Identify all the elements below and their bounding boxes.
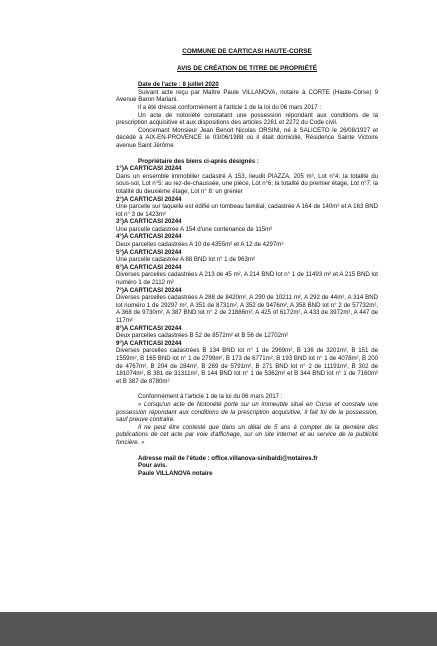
lot-text: Dans un ensemble immobilier cadastré A 153, lieudit PIAZZA, 205 m², Lot n°4: la totalité du sous-sol, Lot n°5: au rez-de-chaussée, une pièce, Lot n°6: la totalité du premier étage, Lot n°7: la totalité du deuxième étage, Lot n° 8: un grenier — [116, 172, 378, 195]
lot-heading: 2°)A CARTICASI 20244 — [116, 195, 182, 203]
concernant-paragraph: Concernant Monsieur Jean Benoit Nicolas ORSINI, né à SALICETO le 26/08/1927 et décédé à AIX-EN-PROVENCE le 03/06/1988 où il était domicilié, Résidence Sainte Victoire avenue Saint Jérôme — [116, 126, 378, 149]
date-line: Date de l'acte : 8 juillet 2020 — [138, 81, 219, 89]
adresse-mail-line: Adresse mail de l'étude : office.villanova-sinibaldi@notaires.fr — [138, 454, 318, 462]
lot-text: Diverses parcelles cadastrées A 213 de 45 m², A 214 BND lot n° 1 de 11493 m² et A 215 BND lot numéro 1 de 2112 m² — [116, 271, 378, 287]
proprietaire-heading: Propriétaire des biens ci-après désignés : — [138, 157, 259, 165]
lot-text: Diverses parcelles cadastrées A 288 de 8420m², A 290 de 10211 m², A 292 de 44m², A 314 BND lot numéro 1 de 29297 m², A 351 de 8731m², A 352 de 9476m², A 358 BND lot n° 2 de 57732m², A 368 de 9730m², A 387 BND lot n° 2 de 21886m², A 425 of 6172m², A 433 de 3972m², A 447 de 117m² — [116, 294, 378, 324]
signature: Paule VILLANOVA notaire — [138, 469, 213, 477]
lot-heading: 7°)A CARTICASI 20244 — [116, 286, 182, 294]
lots-list — [116, 165, 378, 385]
quote-paragraph-1: « Lorsqu'un acte de Notoriété porte sur un immeuble situé en Corse et constate une possession répondant aux conditions de la prescription acquisitive, il fait foi de la possession, sauf preuve contraire. — [116, 400, 378, 424]
conformement-line: Conformément à l'article 1 de la loi du 06 mars 2017 : — [138, 393, 283, 401]
lot-heading: 4°)A CARTICASI 20244 — [116, 233, 182, 241]
lot-text: Deux parcelles cadastrées A 10 de 4355m² et A 12 de 4297m² — [116, 241, 284, 249]
lot-heading: 9°)A CARTICASI 20244 — [116, 339, 182, 347]
lot-heading: 8°)A CARTICASI 20244 — [116, 324, 182, 332]
lot-text: Une parcelle cadastrée A 154 d'une contenance de 115m² — [116, 225, 273, 233]
bottom-bar — [0, 612, 437, 646]
pour-avis: Pour avis. — [138, 462, 168, 470]
lot-heading: 6°)A CARTICASI 20244 — [116, 263, 182, 271]
acte-paragraph: Suivant acte reçu par Maître Paule VILLANOVA, notaire à CORTE (Haute-Corse) 9 Avenue Baron Mariani. — [116, 88, 378, 104]
dresse-line: Il a été dressé conformément à l'article 1 de la loi du 06 mars 2017 : — [138, 103, 322, 111]
lot-text: Une parcelle sur laquelle est édifié un tombeau familial, cadastrée A 164 de 140m² et A 163 BND lot n° 3 de 1423m² — [116, 203, 378, 218]
lot-text: Deux parcelles cadastrées B 52 de 8572m² et B 56 de 12702m² — [116, 332, 289, 340]
document-title: COMMUNE DE CARTICASI HAUTE-CORSE — [182, 48, 312, 55]
lot-heading: 3°)A CARTICASI 20244 — [116, 218, 182, 226]
lot-heading: 5°)A CARTICASI 20244 — [116, 248, 182, 256]
lot-heading: 1°)A CARTICASI 20244 — [116, 165, 182, 173]
document-content — [116, 48, 378, 477]
document-subtitle: AVIS DE CRÉATION DE TITRE DE PROPRIÉTÉ — [176, 64, 317, 72]
notoriete-paragraph: Un acte de notoriété constatant une possession répondant aux conditions de la prescription acquisitive et aux dispositions des articles 2261 et 2272 du Code civil. — [116, 111, 378, 127]
lot-text: Une parcelle cadastrée A 88 BND lot n° 1 de 963m² — [116, 256, 255, 264]
quote-paragraph-2: Il ne peut être contesté que dans un délai de 5 ans à compter de la dernière des publications de cet acte par voie d'affichage, sur un site internet et au service de la publicité foncière. » — [116, 423, 378, 446]
lot-text: Diverses parcelles cadastrées B 134 BND lot n° 1 de 2969m², B 136 de 3201m², B 151 de 1559m², B 165 BND lot n° 1 de 2799m², B 173 de 6771m², B 193 BND lot n° 1 de 4078m², B 200 de 4767m², B 204 de 284m², B 269 de 5791m², B 271 BND lot n° 2 de 11191m², B 302 de 181074m², B 381 de 31311m², B 144 BND lot n° 1 de 5362m² et B 344 BND lot n° 1 de 7160m² et B 387 de 8780m² — [116, 347, 378, 385]
